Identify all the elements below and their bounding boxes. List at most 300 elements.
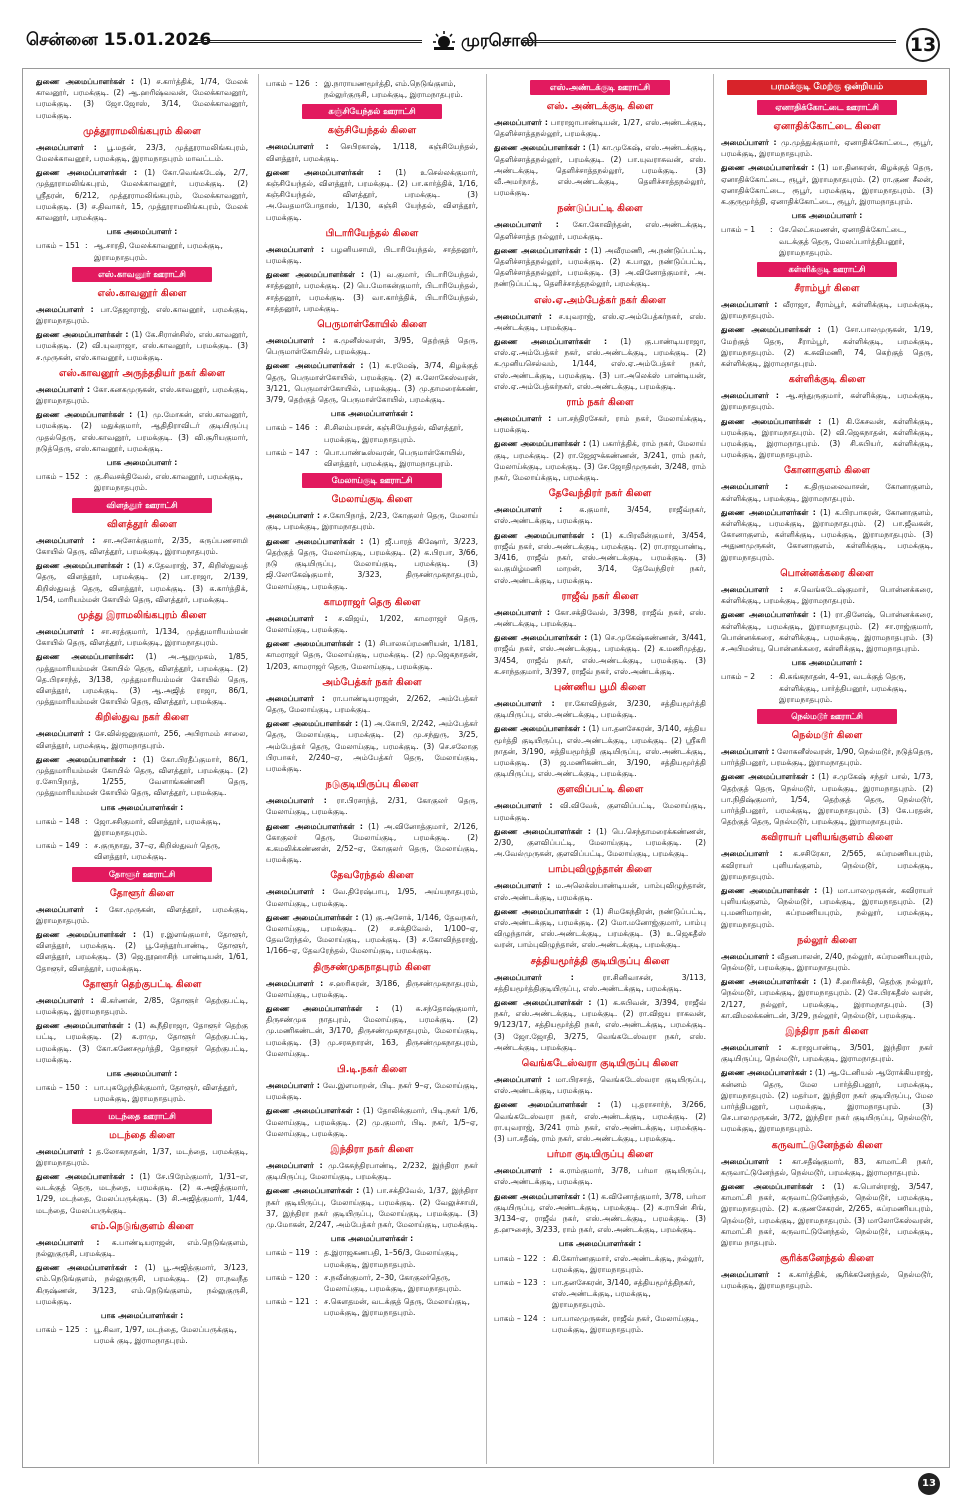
role-label: துணை அமைப்பாளர்கள் : bbox=[266, 270, 365, 280]
appointee-details: (1) அவீரமணி, அ.நண்டுப்பட்டி, தெளிச்சாத்தநல்லூர், பரமக்குடி. (2) க.பாலு, நண்டுப்பட்டி, தெளிச்சாத்தநல்லூர், பரமக்குடி. (3) அ.வினோத்குமார், அ. நண்டுப்பட்டி, தெளிச்சாத்தநல்லூர், பரமக்குடி. bbox=[494, 245, 706, 289]
panchayat-heading: நெல்மடூர் ஊராட்சி bbox=[757, 709, 897, 724]
booth-row bbox=[266, 422, 478, 444]
separator: : bbox=[85, 241, 88, 251]
appointee-details: (1) க.பிரபாகரன், கோனாகுளம், கள்ளிக்குடி, பரமக்குடி, இராமநாதபுரம். (2) பா.ஜீவகன், கோனாகுளம், கள்ளிக்குடி, பரமக்குடி, இராமநாதபுரம். (3) அதுணமுருகன், கோனாகுளம், கள்ளிக்குடி, பரமக்குடி, இராமநாதபுரம். bbox=[721, 507, 933, 562]
appointee-details: ச.ஹரிகரன், 3/186, திருசண்முகநாதபுரம், மேலாய்குடி, பரமக்குடி. bbox=[266, 978, 478, 999]
booth-organiser: ஆ.சாரதி, மேலக்காவனூர், பரமக்குடி, இராமநாதபுரம். bbox=[94, 241, 223, 262]
booth-number: பாகம் – 149 bbox=[36, 841, 80, 851]
role-label: அமைப்பாளர் : bbox=[36, 729, 91, 739]
booth-number: பாகம் – 124 bbox=[494, 1313, 538, 1323]
appointee-details: (1) ச.தேவராஜ், 37, கிறிஸ்துவத் தெரு, விளத்தூர், பரமக்குடி. (2) பா.ராஜா, 2/139, கிறிஸ்துவத் தெரு, விளத்தூர், பரமக்குடி. (3) க.கார்த்திக், 1/54, மாரியம்மன் கோயில் தெரு, விளத்தூர், பரமக்குடி. bbox=[36, 561, 248, 604]
role-label: துணை அமைப்பாளர்கள் : bbox=[721, 507, 816, 517]
appointee-details: (1) மா.பாலமுருகன், கவிராயர் புளியங்குளம், நெல்மடூர், பரமக்குடி, இராமநாதபுரம். (2) பு.மணிமாறன், சுப்ரமணியபுரம், நல்லூர், பரமக்குடி, இராமநாதபுரம். bbox=[721, 885, 933, 929]
role-label: துணை அமைப்பாளர்கள் : bbox=[266, 1186, 360, 1196]
appointment-paragraph bbox=[36, 1171, 248, 1216]
panchayat-heading: எஸ்.அண்டக்குடி ஊராட்சி bbox=[530, 80, 670, 95]
appointment-paragraph bbox=[494, 336, 706, 392]
branch-heading: அம்பேத்கர் நகர் கிளை bbox=[322, 676, 422, 688]
role-label: அமைப்பாளர் : bbox=[494, 414, 552, 424]
appointment-paragraph bbox=[721, 507, 933, 563]
appointee-details: (1) கூநீதிராஜா, தோளூர் தெற்கு பட்டி, பரமக்குடி. (2) க.ராமு, தோளூர் தெற்குபட்டி, பரமக்குடி. (3) கோ.கணேசமூர்த்தி, தோளூர் தெற்குபட்டி, பரமக்குடி. bbox=[36, 1021, 248, 1064]
appointee-details: (1) கி.கேசவன், கள்ளிக்குடி, பரமக்குடி, இராமநாதபுரம். (2) வி.ஜெகநாதன், கள்ளிக்குடி, பரமக்குடி, இராமநாதபுரம். (3) சி.சுபியர், கள்ளிக்குடி, பரமக்குடி, இராமநாதபுரம். bbox=[721, 416, 933, 460]
role-label: துணை அமைப்பாளர்கள் : bbox=[266, 719, 359, 729]
booth-organisers-heading: பாக அமைப்பாளர்கள் : bbox=[330, 409, 414, 419]
appointee-details: (1) கு.பாண்டியராஜா, எஸ்.ஏ.அம்பேத்கர் நகர், எஸ்.அண்டக்குடி, பரமக்குடி. (2) க.முனியசெல்வம், 1/144, எஸ்.ஏ.அம்பேத்கர் நகர், எஸ்.அண்டக்குடி, பரமக்குடி. (3) பா.அலெக்ஸ் பாண்டியன், எஸ்.ஏ.அம்பேத்கர்நகர், எஸ்.அண்டக்குடி, பரமக்குடி. bbox=[494, 337, 706, 391]
booth-number: பாகம் – 122 bbox=[494, 1253, 538, 1263]
appointee-details: க.ராம்குமார், 3/78, பர்மா குடியிருப்பு, எஸ்.அண்டக்குடி, பரமக்குடி. bbox=[494, 1166, 706, 1187]
appointment-paragraph bbox=[494, 504, 706, 526]
branch-heading: பொன்னக்கரை கிளை bbox=[780, 567, 874, 579]
article-column-1 bbox=[36, 76, 248, 1464]
role-label: அமைப்பாளர் : bbox=[494, 698, 555, 708]
appointment-paragraph bbox=[266, 1003, 478, 1059]
branch-heading: நல்லூர் கிளை bbox=[797, 934, 857, 946]
appointee-details: (1) பா.தனசேகரன், 3/140, சத்திய மூர்த்தி குடியிருப்பு, எஸ்.அண்டக்குடி, பரமக்குடி. (2) ஸ்ரீகரி நாதன், 3/190, சத்தியமூர்த்தி குடியிருப்பு, எஸ்.அண்டக்குடி, பரமக்குடி. (3) ஜ.மணிகண்டன், 3/190, சத்தியமூர்த்தி குடியிருப்பு, எஸ்.அண்டக்குடி, பரமக்குடி. bbox=[494, 724, 706, 779]
appointment-paragraph bbox=[721, 1181, 933, 1248]
branch-heading: மடந்தை கிளை bbox=[109, 1129, 175, 1141]
branch-heading: சத்தியமூர்த்தி குடியிருப்பு கிளை bbox=[530, 955, 670, 967]
role-label: அமைப்பாளர் : bbox=[36, 1146, 92, 1156]
appointment-paragraph bbox=[266, 613, 478, 635]
appointment-paragraph bbox=[721, 1156, 933, 1178]
appointment-paragraph bbox=[721, 162, 933, 207]
appointment-paragraph bbox=[494, 311, 706, 333]
appointment-paragraph bbox=[36, 626, 248, 648]
separator: : bbox=[85, 1083, 88, 1093]
role-label: அமைப்பாளர் : bbox=[721, 849, 783, 859]
panchayat-heading: மேலாய்குடி ஊராட்சி bbox=[302, 473, 442, 488]
separator: : bbox=[770, 225, 773, 235]
booth-row bbox=[36, 1082, 248, 1104]
appointee-details: பா.தேஜாராஜ், எஸ்.காவனூர், பரமக்குடி, இராமநாதபுரம். bbox=[36, 304, 248, 326]
appointment-paragraph bbox=[36, 142, 248, 164]
booth-row bbox=[36, 471, 248, 493]
appointee-details: (1) ஜீ.பாரத் கிஷோர், 3/223, தெற்குத் தெரு, மேலாய்குடி, பரமக்குடி. (2) க.பிரபா, 3/66, நடு குடியிருப்பு, மேலாய்குடி, பரமக்குடி. (3) ஜி.லோகேஷ்குமார், 3/323, திருசண்முகநாதபுரம், மேலாய்குடி, பரமக்குடி. bbox=[266, 536, 478, 591]
booth-number: பாகம் – 150 bbox=[36, 1083, 80, 1093]
role-label: துணை அமைப்பாளர்கள் : bbox=[494, 530, 595, 540]
appointee-details: க.குமார், 3/454, ராஜீவ்நகர், எஸ்.அண்டக்குடி, பரமக்குடி. bbox=[494, 505, 706, 526]
appointee-details: ம.அலெக்ஸ்பாண்டியன், பாம்புவிழுந்தான், எஸ்.அண்டக்குடி, பரமக்குடி. bbox=[494, 881, 706, 902]
appointment-paragraph bbox=[266, 510, 478, 532]
appointee-details: (1) ஆ.டேனியல் ஆரோக்கியராஜ், கன்னம் தெரு, மேல பார்த்திபனூர், பரமக்குடி, இராமநாதபுரம். (2) மதர்மா, இந்திரா நகர் குடியிருப்பு, மேல பார்த்திபனூர், பரமக்குடி, இராமநாதபுரம். (3) செ.பாலமுருகன், 3/72, இந்திரா நகர் குடியிருப்பு, நெல்மடூர், பரமக்குடி, இராமநாதபுரம். bbox=[721, 1068, 933, 1134]
separator: : bbox=[315, 423, 318, 433]
appointee-details: (1) கோ.பிரதீப்குமார், 86/1, முத்துமாரியம்மன் கோயில் தெரு, விளத்தூர், பரமக்குடி. (2) ர.சோபிநாத், 1/255, வேளாங்கண்ணி தெரு, முத்துமாரியம்மன் கோயில் தெரு, விளத்தூர், பரமக்குடி. bbox=[36, 754, 248, 798]
masthead-date: சென்னை 15.01.2026 bbox=[26, 30, 212, 50]
role-label: அமைப்பாளர் : bbox=[266, 796, 327, 806]
role-label: அமைப்பாளர் : bbox=[266, 336, 326, 346]
separator: : bbox=[770, 672, 773, 682]
separator: : bbox=[543, 1253, 546, 1263]
booth-number: பாகம் – 119 bbox=[266, 1248, 310, 1258]
appointee-details: (1) க.பிரவீன்குமார், 3/454, ராஜீவ் நகர், எஸ்.அண்டக்குடி, பரமக்குடி. (2) ரா.ராஜபாண்டி, 3/416, ராஜீவ் நகர், எஸ்.அண்டக்குடி, பரமக்குடி. (3) வ.குமிழ்மணி மாறன், 3/14, தேவேந்திரர் நகர், எஸ்.அண்டக்குடி, பரமக்குடி. bbox=[494, 530, 706, 585]
role-label: அமைப்பாளர் : bbox=[266, 693, 325, 703]
appointment-paragraph bbox=[494, 413, 706, 435]
appointment-paragraph bbox=[721, 1042, 933, 1064]
appointment-paragraph bbox=[266, 335, 478, 357]
rising-sun-emblem-icon bbox=[432, 30, 456, 52]
role-label: துணை அமைப்பாளர்கள் : bbox=[721, 1182, 825, 1192]
role-label: அமைப்பாளர் : bbox=[494, 311, 552, 321]
booth-row bbox=[721, 224, 933, 258]
separator: : bbox=[315, 1248, 318, 1258]
branch-heading: பர்மா குடியிருப்பு கிளை bbox=[546, 1149, 654, 1161]
role-label: துணை அமைப்பாளர்கள்: bbox=[36, 652, 134, 662]
role-label: அமைப்பாளர் : bbox=[36, 904, 98, 914]
role-label: துணை அமைப்பாளர்கள் : bbox=[266, 1003, 379, 1013]
branch-heading: கிறிஸ்துவ நகர் கிளை bbox=[95, 712, 189, 724]
masthead-rule-right bbox=[522, 40, 896, 43]
booth-organisers-heading: பாக அமைப்பாளர் : bbox=[791, 211, 863, 221]
appointment-paragraph bbox=[721, 481, 933, 503]
appointee-details: மு.கேசுந்திரபாண்டி, 2/232, இந்திரா நகர் குடியிருப்பு, மேலாய்குடி, பரமக்குடி. bbox=[266, 1161, 478, 1182]
role-label: அமைப்பாளர் : bbox=[266, 511, 321, 521]
branch-heading: எஸ்.காவனூர் அருந்ததியர் நகர் கிளை bbox=[59, 367, 225, 379]
appointee-details: (1) கு.அசோக், 1/146, தேவநகர், மேலாய்குடி, பரமக்குடி. (2) ச.சக்திவேல், 1/100–ஏ, தேவரேந்தல், மேலாய்குடி, பரமக்குடி. (3) ச.கோவிந்தராஜ், 1/166–ஏ, தேவரேந்தல், மேலாய்குடி, பரமக்குடி. bbox=[266, 912, 478, 956]
appointee-details: (1) கோ.வெங்கடேஷ், 2/7, முத்தூராமலிங்கபுரம், மேலக்காவனூர், பரமக்குடி. (2) ஸ்ரீதரன், 6/212, முத்தூராமலிங்கபுரம், மேலக்காவனூர், பரமக்குடி. (3) ச.திவாகர், 15, முத்தூராமலிங்கபுரம், மேலக் காவனூர், பரமக்குடி. bbox=[36, 168, 248, 223]
appointment-paragraph bbox=[266, 1185, 478, 1230]
branch-heading: தோளூர் கிளை bbox=[109, 887, 175, 899]
separator: : bbox=[85, 841, 88, 851]
booth-organiser: பா.தனசேகரன், 3/140, சத்தியமூர்த்திநகர், எஸ்.அண்டக்குடி, பரமக்குடி, இராமநாதபுரம். bbox=[552, 1278, 696, 1310]
appointee-details: (1) சோ.பாலமுருகன், 1/19, மேற்குத் தெரு, சீராம்பூர், கள்ளிக்குடி, பரமக்குடி, இராமநாதபுரம். (2) க.சுவிமணி, 74, கெற்குத் தெரு, கள்ளிக்குடி, இராமநாதபுரம். bbox=[721, 325, 933, 369]
appointee-details: செபிரகாஷ், 1/118, கஞ்சியேந்தல், விளத்தூர், பரமக்குடி. bbox=[266, 142, 478, 163]
branch-heading: பெருமாள்கோயில் கிளை bbox=[317, 319, 427, 331]
booth-organiser: ச.கௌதமன், வடக்குத் தெரு, மேலாய்குடி, பரமக்குடி, இராமநாதபுரம். bbox=[324, 1297, 470, 1318]
role-label: அமைப்பாளர் : bbox=[36, 626, 95, 636]
booth-row bbox=[36, 840, 248, 862]
appointment-paragraph bbox=[494, 245, 706, 290]
booth-list bbox=[266, 1247, 478, 1318]
role-label: அமைப்பாளர் : bbox=[36, 304, 94, 314]
booth-organisers-heading: பாக அமைப்பாளர்கள் : bbox=[558, 1239, 642, 1249]
booth-list bbox=[721, 224, 933, 258]
appointee-details: (1) பு.தராசார்ந், 3/266, வெங்கடேஸ்வரா நகர், எஸ்.அண்டக்குடி, பரமக்குடி. (2) ரா.யுவராஜ், 3/241 ராம் நகர், எஸ்.அண்டக்குடி, பரமக்குடி. (3) பா.சதீஷ், ராம் நகர், எஸ்.அண்டக்குடி, பரமக்குடி. bbox=[494, 1100, 706, 1144]
appointment-paragraph bbox=[266, 638, 478, 672]
panchayat-heading: கஞ்சியேந்தல் ஊராட்சி bbox=[302, 104, 442, 119]
appointee-details: (1) பெ.செந்தாமரைக்கண்ணன், 2/30, குளவிப்பட்டி, மேலாய்குடி, பரமக்குடி. (2) அ.வேல்முருகன், குளவிப்பட்டி, மேலாய்குடி, பரமக்குடி. bbox=[494, 826, 706, 859]
appointee-details: க.சசிரேகா, 2/565, சுப்ரமணியபுரம், கவிராயர் புளியங்குளம், நெல்மடூர், பரமக்குடி, இராமநாதபுரம். bbox=[721, 849, 933, 881]
appointment-paragraph bbox=[494, 800, 706, 822]
appointee-details: ரா.சினிவாசன், 3/113, சத்தியமூர்த்திகுடியிருப்பு, எஸ்.அண்டக்குடி, பரமக்குடி. bbox=[494, 972, 706, 993]
appointment-paragraph bbox=[494, 723, 706, 779]
article-column-3 bbox=[494, 76, 706, 1464]
appointee-details: ஆ.சந்துருகுமார், கள்ளிக்குடி, பரமக்குடி, இராமநாதபுரம். bbox=[721, 391, 933, 412]
appointment-paragraph bbox=[36, 535, 248, 557]
appointment-paragraph bbox=[36, 929, 248, 974]
appointee-details: (1) சு.சந்தோஷ்குமார், திருசண்முக நாதபுரம், மேலாய்குடி, பரமக்குடி. (2) மு.மணிகண்டன், 3/170, திருசண்முகநாதபுரம், மேலாய்குடி, பரமக்குடி. (3) மு.சரசுநாரன், 163, திருசண்முகநாதபுரம், மேலாய்குடி. bbox=[266, 1003, 478, 1058]
role-label: துணை அமைப்பாளர்கள் : bbox=[494, 439, 587, 449]
separator: : bbox=[315, 447, 318, 457]
appointee-details: (1) அ.ஆறுமுகம், 1/85, முத்துமாரியம்மன் கோயில் தெரு, விளத்தூர், பரமக்குடி. (2) தெ.பிரசாந்த், 3/138, முத்துமாரியம்மன் கோயில் தெரு, விளத்தூர், பரமக்குடி. (3) ஆ.அஜித் ராஜா, 86/1, முத்துமாரியம்மன் கோயில் தெரு, விளத்தூர், பரமக்குடி. bbox=[36, 652, 248, 707]
appointee-details: (1) கே.சிரான்சிஸ், எஸ்.காவனூர், பரமக்குடி. (2) வி.யுவராஜா, எஸ்.காவனூர், பரமக்குடி. (3) ச.முருகன், எஸ்.காவனூர், பரமக்குடி. bbox=[36, 330, 248, 362]
appointment-paragraph bbox=[266, 978, 478, 1000]
appointee-details: மா.பிரசாத், வெங்கடேஸ்வரா குடியிருப்பு, எஸ்.அண்டக்குடி, பரமக்குடி. bbox=[494, 1075, 706, 1096]
role-label: துணை அமைப்பாளர்கள் : bbox=[494, 1191, 586, 1201]
booth-row bbox=[494, 1313, 706, 1335]
article-column-4 bbox=[721, 76, 933, 1464]
appointee-details: (1) சிமகேந்திரன், நண்டுப்பட்டி, எஸ்.அண்டக்குடி, பரமக்குடி. (2) மோ.மனோஜ்குமார், பாம்பு விழுந்தான், எஸ்.அண்டக்குடி, பரமக்குடி. (3) உ.ஜெகதீஸ் வரன், பாம்புவிழுந்தான், எஸ்.அண்டக்குடி, பரமக்குடி. bbox=[494, 906, 706, 950]
appointment-paragraph bbox=[721, 848, 933, 882]
appointee-details: க.முனீஸ்வரன், 3/95, தெற்குத் தெரு, பெருமாள்கோயில், பரமக்குடி. bbox=[266, 336, 478, 357]
appointee-details: (1) செ.முகேஷ்கண்ணன், 3/441, ராஜீவ் நகர், எஸ்.அண்டக்குடி, பரமக்குடி. (2) க.மணிமுத்து, 3/454, ராஜீவ் நகர், எஸ்.அண்டக்குடி, பரமக்குடி. (3) க.சாந்தகுமார், 3/397, ராஜீவ் நகர், எஸ்.அண்டக்குடி. bbox=[494, 633, 706, 676]
booth-list bbox=[266, 422, 478, 469]
role-label: துணை அமைப்பாளர்கள் : bbox=[494, 826, 591, 836]
appointment-paragraph bbox=[266, 912, 478, 957]
appointment-paragraph bbox=[36, 76, 248, 121]
appointee-details: கோ.சக்திவேல், 3/398, ராஜீவ் நகர், எஸ். அண்டக்குடி, பரமக்குடி. bbox=[494, 607, 706, 628]
branch-heading: ராஜீவ் நகர் கிளை bbox=[561, 590, 639, 602]
appointment-paragraph bbox=[36, 1146, 248, 1168]
booth-list bbox=[36, 816, 248, 863]
role-label: துணை அமைப்பாளர்கள் : bbox=[266, 167, 382, 177]
booth-number: பாகம் – 151 bbox=[36, 241, 80, 251]
booth-list bbox=[494, 1253, 706, 1335]
page-number-badge: 13 bbox=[906, 28, 940, 62]
appointment-paragraph bbox=[721, 1269, 933, 1291]
booth-row bbox=[36, 816, 248, 838]
booth-row bbox=[266, 78, 478, 100]
panchayat-heading: தோளூர் ஊராட்சி bbox=[72, 867, 212, 882]
appointment-paragraph bbox=[266, 693, 478, 715]
booth-number: பாகம் – 125 bbox=[36, 1325, 80, 1335]
appointment-paragraph bbox=[266, 1105, 478, 1139]
branch-heading: சூரிக்கனேந்தல் கிளை bbox=[780, 1253, 874, 1265]
appointee-details: வே.திரேஷ்பாபு, 1/95, அய்யநாதபுரம், மேலாய்குடி, பரமக்குடி. bbox=[266, 887, 478, 908]
branch-heading: தேவேந்திரர் நகர் கிளை bbox=[548, 488, 652, 500]
appointment-paragraph bbox=[266, 821, 478, 866]
appointee-details: (1) க.சுபிவன், 3/394, ராஜீவ் நகர், எஸ்.அண்டக்குடி, பரமக்குடி. (2) ரா.விஜய ராகவன், 9/123/17, சத்தியமூர்த்தி நகர், எஸ்.அண்டக்குடி, பரமக்குடி. (3) ஜோ.ஜோதி, 3/275, வெங்கடேஸ்வரா நகர், எஸ். அண்டக்குடி, பரமக்குடி. bbox=[494, 997, 706, 1052]
appointment-paragraph bbox=[36, 1262, 248, 1307]
appointee-details: (1) க.வினோத்குமார், 3/78, பர்மா குடியிருப்பு, எஸ்.அண்டக்குடி, பரமக்குடி. (2) க.ராபின் சிங், 3/134–ஏ, ராஜீவ் நகர், எஸ்.அண்டக்குடி, பரமக்குடி. (3) த.ஹுசைந், 3/233, ராம் நகர், எஸ்.அண்டக்குடி, பரமக்குடி. bbox=[494, 1191, 706, 1235]
role-label: துணை அமைப்பாளர்கள் : bbox=[36, 561, 130, 571]
role-label: துணை அமைப்பாளர்கள் : bbox=[36, 77, 135, 86]
appointee-details: (1) அ.வினோத்குமார், 2/126, கோகுலர் தெரு, மேலாய்குடி, பரமக்குடி. (2) க.கமலிக்கண்ணன், 2/52–ஏ, கோகுலர் தெரு, மேலாய்குடி, பரமக்குடி. bbox=[266, 821, 478, 865]
role-label: துணை அமைப்பாளர்கள் : bbox=[266, 1106, 360, 1116]
appointee-details: பா.சந்திரசேகர், ராம் நகர், மேலாய்க்குடி, பரமக்குடி. bbox=[494, 414, 706, 435]
role-label: அமைப்பாளர் : bbox=[494, 118, 548, 127]
appointee-details: ச.விஜய், 1/202, காமராஜர் தெரு, மேலாய்குடி, பரமக்குடி. bbox=[266, 613, 478, 634]
branch-heading: கருவாட்டுனேந்தல் கிளை bbox=[771, 1139, 883, 1151]
separator: : bbox=[543, 1278, 546, 1288]
role-label: அமைப்பாளர் : bbox=[494, 881, 551, 891]
booth-number: பாகம் – 120 bbox=[266, 1272, 310, 1282]
appointment-paragraph bbox=[266, 886, 478, 908]
appointee-details: க.ராஜபாண்டி, 3/501, இந்திரா நகர் குடியிருப்பு, நெல்மடூர், பரமக்குடி, இராமநாதபுரம். bbox=[721, 1042, 933, 1064]
role-label: துணை அமைப்பாளர்கள் : bbox=[494, 1100, 601, 1110]
booth-number: பாகம் – 148 bbox=[36, 816, 80, 826]
booth-list bbox=[36, 1324, 248, 1346]
appointee-details: (1) சே.பிரேம்குமார், 1/31–எ, வடக்குத் தெரு, மடந்தை, பரமக்குடி. (2) க.அஜித்குமார், 1/29, மடந்தை, மேலப்பருக்குடி. (3) சி.அஜித்குமார், 1/44, மடந்தை, மேலப்பருக்குடி. bbox=[36, 1172, 248, 1215]
appointment-paragraph bbox=[721, 771, 933, 827]
appointment-paragraph bbox=[721, 609, 933, 654]
appointment-paragraph bbox=[721, 584, 933, 606]
appointee-details: (1) தோலிக்குமார், பிடி.நகர் 1/6, மேலாய்குடி, பரமக்குடி. (2) மு.குமார், பிடி. நகர், 1/5–ஏ, மேலாய்குடி, பரமக்குடி. bbox=[266, 1106, 478, 1138]
booth-number: பாகம் – 1 bbox=[721, 225, 756, 235]
role-label: அமைப்பாளர் : bbox=[36, 1237, 100, 1247]
branch-heading: தேவரேந்தல் கிளை bbox=[330, 870, 414, 882]
role-label: துணை அமைப்பாளர்கள் : bbox=[494, 997, 592, 1007]
branch-heading: திருசண்முகநாதபுரம் கிளை bbox=[313, 961, 431, 973]
appointment-paragraph bbox=[36, 304, 248, 326]
booth-organiser: கி.கோர்ணகுமார், எஸ்.அண்டக்குடி, நல்லூர், பரமக்குடி, இராமநாதபுரம். bbox=[552, 1253, 704, 1274]
role-label: துணை அமைப்பாளர்கள் : bbox=[494, 906, 589, 916]
booth-organiser: கி.சுங்கநாதன், 4–91, வடக்குத் தெரு, கள்ளிக்குடி, பார்த்திபனூர், பரமக்குடி, இராமநாதபுரம். bbox=[779, 672, 907, 704]
appointment-paragraph bbox=[36, 728, 248, 750]
branch-heading: கள்ளிக்குடி கிளை bbox=[788, 374, 866, 386]
booth-row bbox=[36, 240, 248, 262]
role-label: துணை அமைப்பாளர்கள் : bbox=[494, 724, 586, 734]
role-label: துணை அமைப்பாளர்கள் : bbox=[36, 330, 129, 340]
appointment-paragraph bbox=[36, 651, 248, 707]
appointment-paragraph bbox=[721, 324, 933, 369]
appointee-details: சே.வில்ஜனுகுமார், 256, அபிராமம் சாலை, விளத்தூர், பரமக்குடி, இராமநாதபுரம். bbox=[36, 729, 248, 750]
appointment-paragraph bbox=[266, 269, 478, 314]
booth-row bbox=[494, 1253, 706, 1275]
booth-number: பாகம் – 126 bbox=[266, 79, 310, 88]
role-label: அமைப்பாளர் : bbox=[494, 505, 563, 515]
panchayat-heading: விளத்தூர் ஊராட்சி bbox=[72, 498, 212, 513]
appointment-paragraph bbox=[266, 141, 478, 163]
appointee-details: ரா.பிரசாந்த், 2/31, கோகுலர் தெரு, மேலாய்குடி, பரமக்குடி. bbox=[266, 796, 478, 817]
branch-heading: எஸ்.காவனூர் கிளை bbox=[97, 287, 187, 299]
appointment-paragraph bbox=[494, 826, 706, 860]
appointee-details: பூ.மதன், 23/3, முத்தூராமலிங்கபுரம், மேலக்காவனூர், பரமக்குடி, இராமநாதபுரம் மாவட்டம். bbox=[36, 142, 248, 164]
appointment-paragraph bbox=[494, 632, 706, 677]
role-label: அமைப்பாளர் : bbox=[494, 220, 559, 230]
booth-organiser: சே.லெட்சுமணன், ஏனாதிக்கோட்டை, வடக்குத் தெரு, மேலப்பார்த்திபனூர், இராமநாதபுரம். bbox=[779, 225, 907, 257]
appointee-details: சா.சரத்குமார், 1/134, முத்துமாரியம்மன் கோயில் தெரு, விளத்தூர், பரமக்குடி, இராமநாதபுரம். bbox=[36, 626, 248, 648]
booth-number: பாகம் – 146 bbox=[266, 423, 310, 433]
appointment-paragraph bbox=[36, 754, 248, 799]
branch-heading: குளவிப்பட்டி கிளை bbox=[556, 784, 644, 796]
appointment-paragraph bbox=[36, 384, 248, 406]
appointee-details: (1) ச.முகேஷ் சந்தர் பால், 1/73, தெற்குத் தெரு, நெல்மடூர், பரமக்குடி, இராமநாதபுரம். (2) பா.நிதிஷ்குமார், 1/54, தெற்குத் தெரு, நெல்மடூர், பார்த்திபனூர், பரமக்குடி, இராமநாதபுரம். (3) கே.பரதன், தெற்குத் தெரு, நெல்மடூர், பரமக்குடி, இராமநாதபுரம். bbox=[721, 772, 933, 827]
appointment-paragraph bbox=[266, 795, 478, 817]
booth-organisers-heading: பாக அமைப்பாளர்கள் : bbox=[330, 1234, 414, 1244]
appointee-details: க.திருமலைவாசன், கோனாகுளம், கள்ளிக்குடி, பரமக்குடி, இராமநாதபுரம். bbox=[721, 482, 933, 503]
booth-organisers-heading: பாக அமைப்பாளர் : bbox=[106, 1069, 178, 1078]
appointment-paragraph bbox=[494, 1165, 706, 1187]
panchayat-heading: மடந்தை ஊராட்சி bbox=[72, 1109, 212, 1124]
role-label: அமைப்பாளர் : bbox=[494, 1075, 551, 1084]
appointment-paragraph bbox=[36, 167, 248, 223]
separator: : bbox=[315, 79, 318, 88]
appointment-paragraph bbox=[36, 1020, 248, 1065]
appointment-paragraph bbox=[494, 117, 706, 139]
booth-organisers-heading: பாக அமைப்பாளர் : bbox=[106, 458, 178, 468]
appointment-paragraph bbox=[494, 607, 706, 629]
appointee-details: (1) பூ.அஜித்குமார், 3/123, எம்.நெடுங்குளம், நல்லுகுருசி, பரமக்குடி. (2) ரா.நவநீத கிருஷ்ணன், 3/123, எம்.நெடுங்குளம், நல்லுகுருசி, பரமக்குடி. bbox=[36, 1263, 248, 1306]
appointment-paragraph bbox=[266, 1080, 478, 1102]
booth-list bbox=[36, 471, 248, 493]
role-label: அமைப்பாளர் : bbox=[36, 384, 91, 394]
appointment-paragraph bbox=[36, 904, 248, 926]
appointee-details: வீதனபாலன், 2/40, நல்லூர், சுப்ரமணியபுரம், நெல்மடூர், பரமக்குடி, இராமநாதபுரம். bbox=[721, 951, 933, 972]
booth-row bbox=[266, 1272, 478, 1294]
booth-organiser: பூ.சிவா, 1/97, மடந்தை, மேலப்பருக்குடி, பரமக் குடி, இராமநாதபுரம். bbox=[94, 1325, 237, 1346]
appointee-details: (1) மா.தினகரன், கிழக்குத் தெரு, ஏனாதிக்கோட்டை, ரூபூர், இராமநாதபுரம். (2) ரா.குண சீலன், ஏனாதிக்கோட்டை, ரூபூர், பரமக்குடி, இராமநாதபுரம். (3) க.குருமூர்த்தி, ஏனாதிக்கோட்டை, ரூபூர், இராமநாதபுரம். bbox=[721, 163, 933, 207]
booth-organisers-heading: பாக அமைப்பாளர் : bbox=[791, 658, 863, 668]
appointee-details: (1) சிபாலசுப்ரமணியன், 1/181, காமராஜர் தெரு, மேலாய்குடி, பரமக்குடி. (2) மு.ஜெகநாதன், 1/203, காமராஜர் தெரு, மேலாய்குடி, பரமக்குடி. bbox=[266, 639, 478, 671]
branch-heading: வெங்கடேஸ்வரா குடியிருப்பு கிளை bbox=[521, 1058, 679, 1069]
appointee-details: பழனியசாமி, பிடாரியேந்தல், சாத்தனூர், பரமக்குடி. bbox=[266, 244, 478, 266]
appointee-details: க.பாண்டியராஜன், எம்.நெடுங்குளம், நல்லுகுருசி, பரமக்குடி. bbox=[36, 1237, 248, 1259]
appointment-paragraph bbox=[266, 244, 478, 266]
separator: : bbox=[315, 1297, 318, 1307]
branch-heading: கவிராயர் புளியங்குளம் கிளை bbox=[761, 832, 893, 844]
booth-organiser: சி.சிலம்பரசன், கஞ்சியேந்தல், விளத்தூர், பரமக்குடி, இராமநாதபுரம். bbox=[324, 423, 464, 444]
role-label: அமைப்பாளர் : bbox=[266, 142, 329, 152]
appointee-details: வி.விவேக், குளவிப்பட்டி, மேலாய்குடி, பரமக்குடி. bbox=[494, 801, 706, 822]
appointee-details: (1) சீ.ஹரிசக்தி, தெற்கு நல்லூர், நெல்மடூர், பரமக்குடி, இராமநாதபுரம். (2) சே.பிரகதீஸ் வரன், 2/127, நல்லூர், பரமக்குடி, இராமநாதபுரம். (3) கா.விமலக்கண்டன், 3/29, நல்லூர், நெல்மடூர், பரமக்குடி. bbox=[721, 977, 933, 1020]
appointment-paragraph bbox=[266, 167, 478, 223]
role-label: அமைப்பாளர் : bbox=[494, 801, 553, 811]
role-label: துணை அமைப்பாளர்கள் : bbox=[721, 885, 818, 895]
role-label: அமைப்பாளர் : bbox=[36, 142, 97, 152]
booth-list bbox=[721, 671, 933, 705]
appointment-paragraph bbox=[266, 360, 478, 405]
role-label: துணை அமைப்பாளர்கள் : bbox=[721, 416, 822, 426]
appointee-details: த.லோகநாதன், 1/37, மடந்தை, பரமக்குடி, இராமநாதபுரம். bbox=[36, 1146, 248, 1167]
appointee-details: கோ.கோவிந்தன், எஸ்.அண்டக்குடி, தெளிச்சாத்த நல்லூர், பரமக்குடி. bbox=[494, 220, 706, 241]
separator: : bbox=[543, 1313, 546, 1323]
branch-heading: காமராஜர் தெரு கிளை bbox=[323, 596, 421, 608]
branch-heading: எம்.நெடுங்குளம் கிளை bbox=[90, 1220, 194, 1232]
booth-organiser: இ.நாராயணமூர்த்தி, எம்.நெடுங்குளம், நல்லுர்குருசி, பரமக்குடி, இராமநாதபுரம். bbox=[324, 79, 463, 100]
role-label: துணை அமைப்பாளர்கள் : bbox=[36, 754, 137, 764]
appointee-details: (1) கா.முகேஷ், எஸ்.அண்டக்குடி, தெளிச்சாத்தநல்லூர், பரமக்குடி. (2) பா.யுவராசுவன், எஸ். அண்டக்குடி, தெளிச்சாத்தநல்லூர், பரமக்குடி. (3) வீ.அமர்நாத், எஸ்.அண்டக்குடி, தெளிச்சாத்தநல்லூர், பரமக்குடி. bbox=[494, 143, 706, 198]
role-label: துணை அமைப்பாளர்கள் : bbox=[266, 821, 363, 831]
branch-heading: பிடாரியேந்தல் கிளை bbox=[325, 227, 419, 239]
appointee-details: (1) உசெல்லக்குமார், கஞ்சியேந்தல், விளத்தூர், பரமக்குடி. (2) பா.கார்த்திக், 1/16, கஞ்சியேந்தல், விளத்தூர், பரமக்குடி. (3) அ.வேதமாபோதாஸ், 1/130, கஞ்சி யேந்தல், விளத்தூர், பரமக்குடி. bbox=[266, 167, 478, 222]
panchayat-heading: கள்ளிக்குடி ஊராட்சி bbox=[757, 262, 897, 277]
appointee-details: கி.கர்ணன், 2/85, தோளூர் தெற்குபட்டி, பரமக்குடி, இராமநாதபுரம். bbox=[36, 995, 248, 1016]
appointment-paragraph bbox=[494, 906, 706, 951]
appointment-paragraph bbox=[266, 718, 478, 774]
appointment-paragraph bbox=[721, 951, 933, 973]
booth-number: பாகம் – 147 bbox=[266, 447, 310, 457]
role-label: துணை அமைப்பாளர்கள் : bbox=[36, 1263, 138, 1273]
role-label: துணை அமைப்பாளர்கள் : bbox=[266, 912, 359, 922]
appointment-paragraph bbox=[36, 409, 248, 454]
branch-heading: எஸ். அண்டக்குடி கிளை bbox=[546, 101, 654, 112]
role-label: துணை அமைப்பாளர்கள் : bbox=[36, 1021, 131, 1031]
role-label: துணை அமைப்பாளர்கள் : bbox=[721, 1068, 813, 1078]
role-label: துணை அமைப்பாளர்கள் : bbox=[36, 168, 138, 178]
role-label: துணை அமைப்பாளர்கள் : bbox=[494, 143, 586, 153]
booth-organiser: கு.சிவசக்திவேல், எஸ்.காவனூர், பரமக்குடி, இராமநாதபுரம். bbox=[94, 472, 243, 493]
appointment-paragraph bbox=[36, 1237, 248, 1259]
panchayat-heading: ஏனாதிக்கோட்டை ஊராட்சி bbox=[757, 100, 897, 115]
appointee-details: வீராஜா, சீராம்பூர், கள்ளிக்குடி, பரமக்குடி, இராமநாதபுரம். bbox=[721, 300, 933, 321]
role-label: துணை அமைப்பாளர்கள் : bbox=[266, 639, 361, 649]
role-label: அமைப்பாளர் : bbox=[266, 613, 328, 623]
role-label: துணை அமைப்பாளர்கள் : bbox=[266, 361, 364, 371]
appointment-paragraph bbox=[494, 997, 706, 1053]
branch-heading: முத்து இராமலிங்கபுரம் கிளை bbox=[77, 609, 207, 621]
appointment-paragraph bbox=[266, 536, 478, 592]
booth-organisers-heading: பாக அமைப்பாளர்கள் : bbox=[100, 802, 184, 812]
appointee-details: (1) வ.குமார், பிடாரியேந்தல், சாத்தனூர், பரமக்குடி. (2) பெ.மோகன்குமார், பிடாரியேந்தல், சாத்தனூர், பரமக்குடி. (3) வா.கார்த்திக், பிடாரியேந்தல், சாத்தனூர், பரமக்குடி. bbox=[266, 270, 478, 313]
branch-heading: பி.டி.நகர் கிளை bbox=[337, 1064, 407, 1075]
column-divider bbox=[258, 74, 259, 1464]
appointee-details: ரா.கோவிந்தன், 3/230, சத்தியமூர்த்தி குடியிருப்பு, எஸ்.அண்டக்குடி, பரமக்குடி. bbox=[494, 698, 706, 720]
column-divider bbox=[713, 74, 714, 1464]
role-label: அமைப்பாளர் : bbox=[266, 887, 325, 897]
booth-number: பாகம் – 2 bbox=[721, 672, 756, 682]
booth-number: பாகம் – 123 bbox=[494, 1278, 538, 1288]
role-label: துணை அமைப்பாளர்கள் : bbox=[36, 410, 133, 420]
